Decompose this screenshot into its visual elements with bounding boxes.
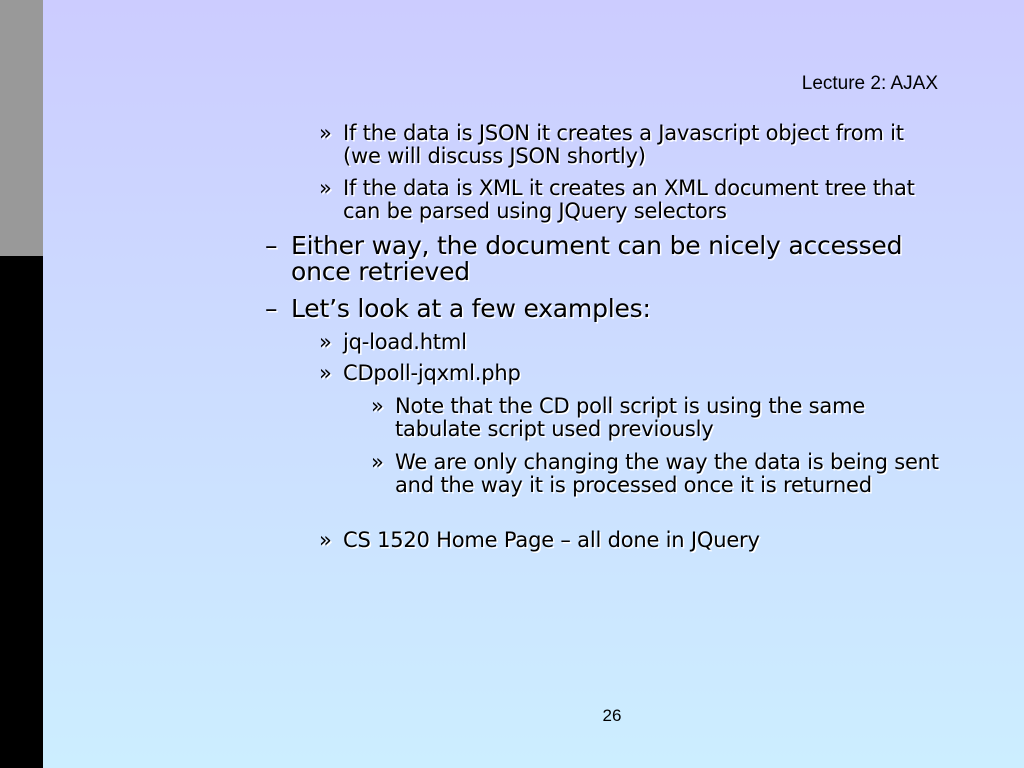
bullet-marker: »	[319, 176, 332, 200]
bullet-text: We are only changing the way the data is being sent and the way it is processed once it is returned	[395, 450, 939, 497]
bullet-marker: –	[265, 231, 278, 260]
sidebar-black-bar	[0, 256, 43, 768]
bullet-examples	[265, 294, 941, 323]
bullet-marker: –	[265, 294, 278, 323]
bullet-text: Let’s look at a few examples:	[291, 294, 651, 323]
bullet-jq-load	[319, 330, 943, 354]
bullet-marker: »	[319, 528, 332, 552]
bullet-marker: »	[319, 361, 332, 385]
page-number: 26	[602, 706, 622, 725]
bullet-json	[319, 121, 943, 168]
bullet-either-way	[265, 231, 941, 286]
sidebar-grey-bar	[0, 0, 43, 256]
bullet-cs1520	[319, 528, 943, 552]
bullet-tabulate-note	[371, 394, 955, 441]
bullet-text: CS 1520 Home Page – all done in JQuery	[343, 528, 760, 552]
bullet-marker: »	[319, 121, 332, 145]
bullet-text: Note that the CD poll script is using the same tabulate script used previously	[395, 394, 866, 441]
bullet-marker: »	[371, 394, 384, 418]
bullet-text: If the data is XML it creates an XML document tree that can be parsed using JQuery selectors	[343, 176, 915, 223]
bullet-text: CDpoll-jqxml.php	[343, 361, 521, 385]
bullet-xml	[319, 176, 943, 223]
bullet-text: Either way, the document can be nicely accessed once retrieved	[291, 231, 903, 286]
bullet-marker: »	[371, 450, 384, 474]
bullet-marker: »	[319, 330, 332, 354]
slide-header: Lecture 2: AJAX	[801, 73, 938, 94]
bullet-changing-data	[371, 450, 955, 497]
bullet-text: jq-load.html	[343, 330, 467, 354]
bullet-text: If the data is JSON it creates a Javascript object from it (we will discuss JSON shortly)	[343, 121, 904, 168]
bullet-cdpoll	[319, 361, 943, 385]
